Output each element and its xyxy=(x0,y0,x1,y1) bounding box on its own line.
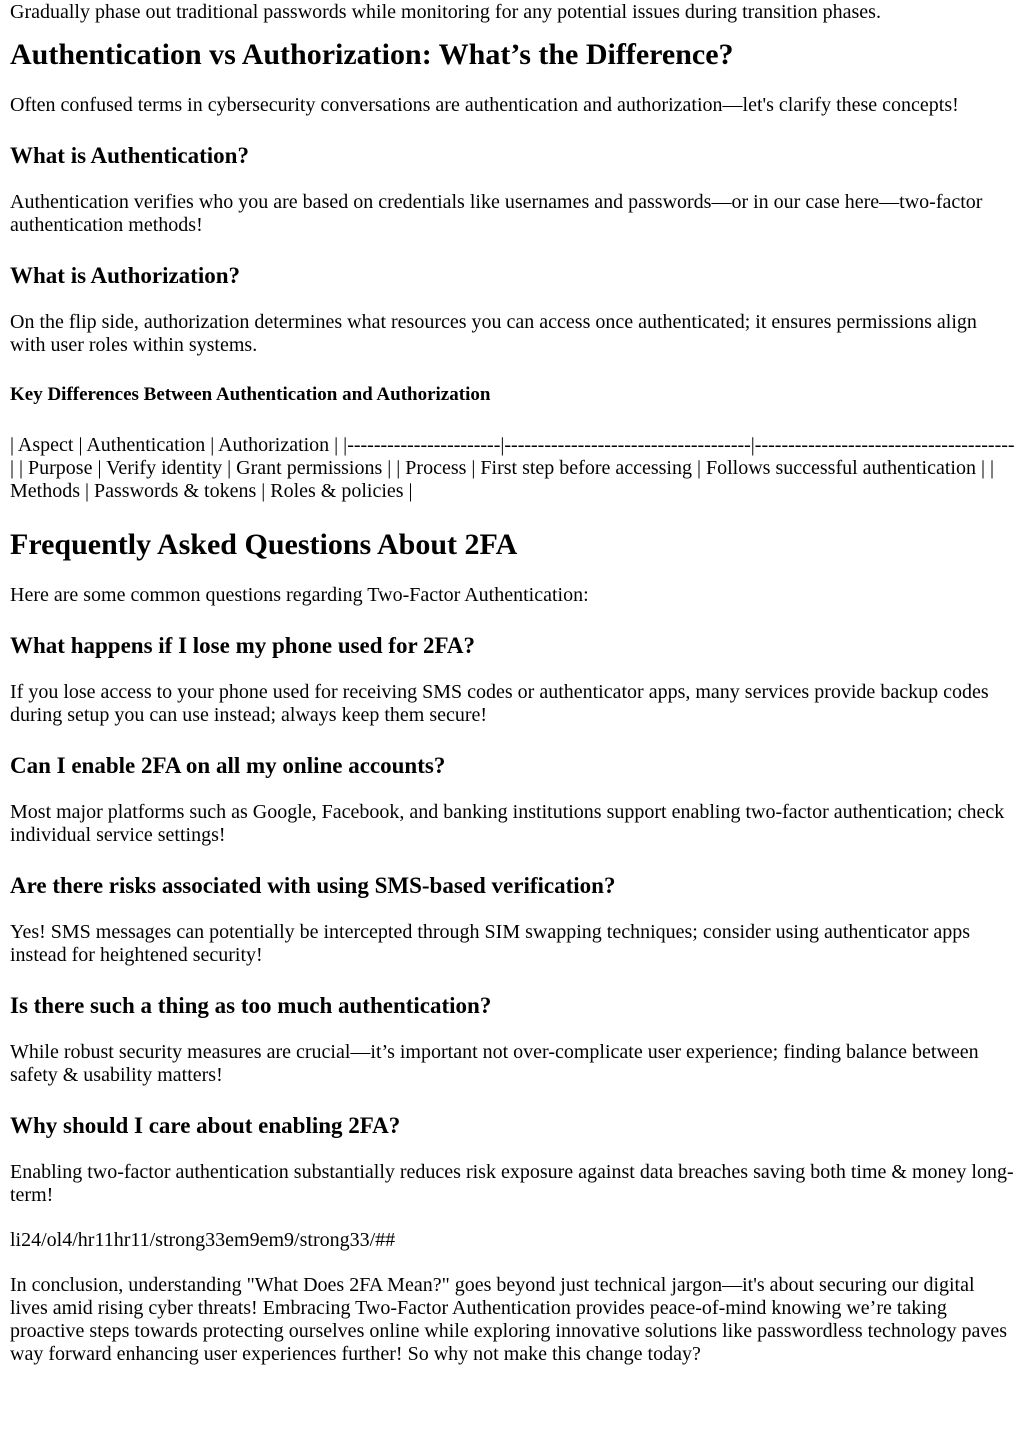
faq-title: Frequently Asked Questions About 2FA xyxy=(10,528,518,561)
intro-tail-paragraph: Gradually phase out traditional passwords while monitoring for any potential issues during transition phases. xyxy=(10,1,881,23)
conclusion-paragraph: In conclusion, understanding "What Does 2FA Mean?" goes beyond just technical jargon—it's about securing our digital lives amid rising cyber threats! Embracing Two-Factor Authentication provides peace-of-mind knowing we’re taking proactive steps towards protecting ourselves online while exploring innovative solutions like passwordless technology paves way forward enhancing user experiences further! So why not make this change today? xyxy=(10,1274,1008,1365)
auth-section-intro: Often confused terms in cybersecurity conversations are authentication and authorization—let's clarify these concepts! xyxy=(10,94,959,116)
faq-answer: Yes! SMS messages can potentially be intercepted through SIM swapping techniques; consider using authenticator apps instead for heightened security! xyxy=(10,921,971,966)
authorization-paragraph: On the flip side, authorization determines what resources you can access once authenticated; it ensures permissions align with user roles within systems. xyxy=(10,311,977,356)
key-differences-heading: Key Differences Between Authentication and Authorization xyxy=(10,384,491,405)
authentication-heading: What is Authentication? xyxy=(10,143,249,168)
faq-intro: Here are some common questions regarding Two-Factor Authentication: xyxy=(10,584,589,606)
authentication-paragraph: Authentication verifies who you are based on credentials like usernames and passwords—or in our case here—two-factor authentication methods! xyxy=(10,191,983,236)
faq-question: Are there risks associated with using SMS-based verification? xyxy=(10,873,616,898)
markup-residue-line: li24/ol4/hr11hr11/strong33em9em9/strong33/## xyxy=(10,1229,396,1251)
faq-question: Is there such a thing as too much authentication? xyxy=(10,993,492,1018)
faq-question: What happens if I lose my phone used for 2FA? xyxy=(10,633,475,658)
faq-question: Can I enable 2FA on all my online accounts? xyxy=(10,753,446,778)
faq-question: Why should I care about enabling 2FA? xyxy=(10,1113,401,1138)
differences-table-raw: | Aspect | Authentication | Authorization | |-----------------------|-------------------------------------|---------------------------------------| | Purpose | Verify identity | Grant permissions | | Process | First step before accessing | Follows successful authentication | | Methods | Passwords & tokens | Roles & policies | xyxy=(10,434,1015,502)
authorization-heading: What is Authorization? xyxy=(10,263,241,288)
faq-answer: If you lose access to your phone used for receiving SMS codes or authenticator apps, many services provide backup codes during setup you can use instead; always keep them secure! xyxy=(10,681,989,726)
faq-answer: While robust security measures are crucial—it’s important not over-complicate user experience; finding balance between safety & usability matters! xyxy=(10,1041,979,1086)
article xyxy=(0,1,1016,1366)
faq-answer: Most major platforms such as Google, Facebook, and banking institutions support enabling two-factor authentication; check individual service settings! xyxy=(10,801,1005,846)
auth-section-title: Authentication vs Authorization: What’s the Difference? xyxy=(10,38,734,71)
faq-answer: Enabling two-factor authentication substantially reduces risk exposure against data breaches saving both time & money long-term! xyxy=(10,1161,1014,1206)
